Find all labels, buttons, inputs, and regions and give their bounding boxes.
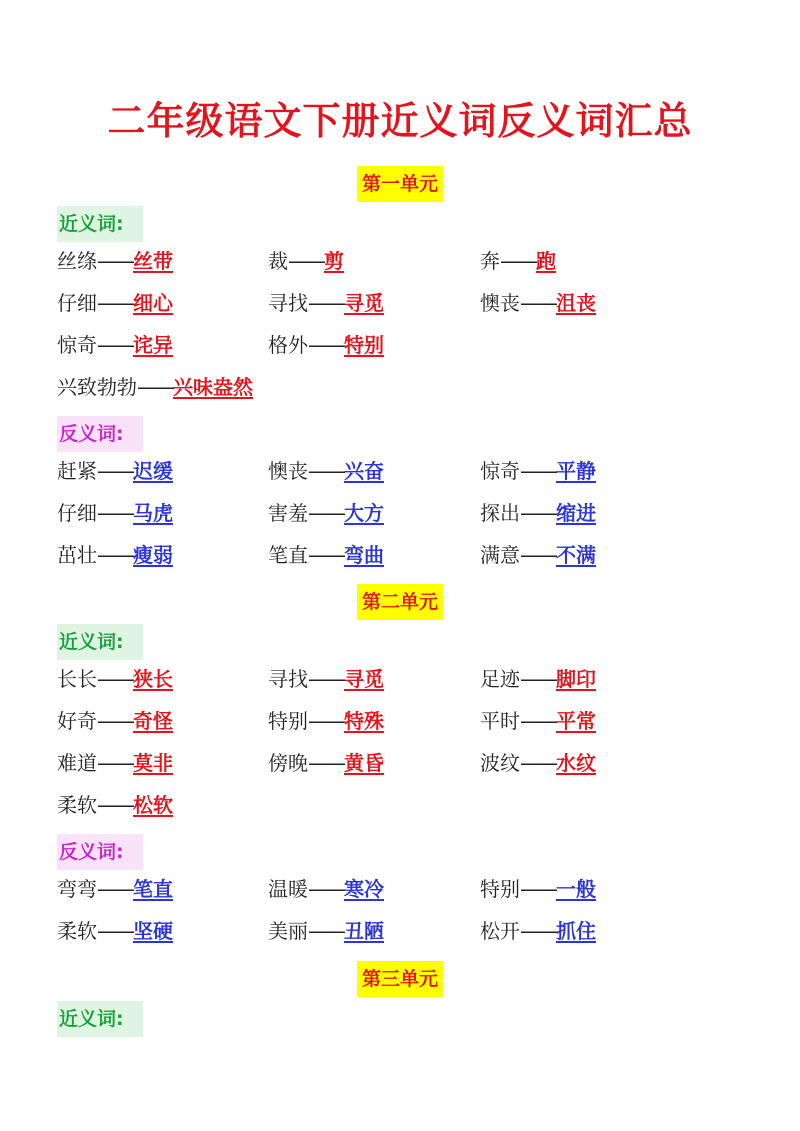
synonym-answer: 细心 [133,291,173,315]
dash-separator: —— [97,249,133,273]
synonym-row [0,288,800,318]
dash-separator: —— [97,709,133,733]
antonym-section-label: 反义词: [57,416,143,452]
antonym-answer: 平静 [556,459,596,483]
synonym-answer: 莫非 [133,751,173,775]
base-word: 好奇 [57,709,97,733]
synonym-answer: 诧异 [133,333,173,357]
synonym-answer: 狭长 [133,667,173,691]
base-word: 柔软 [57,919,97,943]
synonym-pair [480,664,596,694]
synonym-answer: 寻觅 [344,291,384,315]
antonym-answer: 弯曲 [344,543,384,567]
dash-separator: —— [308,459,344,483]
antonym-answer: 坚硬 [133,919,173,943]
synonym-pair [480,246,556,276]
base-word: 丝绦 [57,249,97,273]
synonym-answer: 平常 [556,709,596,733]
dash-separator: —— [308,501,344,525]
dash-separator: —— [520,877,556,901]
dash-separator: —— [97,333,133,357]
synonym-pair [268,330,384,360]
antonym-pair [268,916,384,946]
base-word: 满意 [480,543,520,567]
base-word: 赶紧 [57,459,97,483]
base-word: 傍晚 [268,751,308,775]
base-word: 懊丧 [268,459,308,483]
antonym-pair [268,498,384,528]
antonym-answer: 笔直 [133,877,173,901]
page-title: 二年级语文下册近义词反义词汇总 [107,99,693,143]
base-word: 寻找 [268,291,308,315]
dash-separator: —— [97,793,133,817]
synonym-pair [268,706,384,736]
base-word: 兴致勃勃 [57,375,137,399]
dash-separator: —— [520,919,556,943]
dash-separator: —— [520,291,556,315]
dash-separator: —— [308,877,344,901]
dash-separator: —— [520,459,556,483]
antonym-pair [480,874,596,904]
antonym-answer: 迟缓 [133,459,173,483]
base-word: 惊奇 [480,459,520,483]
dash-separator: —— [288,249,324,273]
antonym-section-label: 反义词: [57,834,143,870]
antonym-row [0,874,800,904]
synonym-pair [268,288,384,318]
antonym-answer: 大方 [344,501,384,525]
synonym-pair [57,330,173,360]
synonym-answer: 丝带 [133,249,173,273]
synonym-row [0,706,800,736]
antonym-answer: 抓住 [556,919,596,943]
base-word: 仔细 [57,501,97,525]
base-word: 足迹 [480,667,520,691]
antonym-answer: 一般 [556,877,596,901]
base-word: 难道 [57,751,97,775]
synonym-pair [480,288,596,318]
base-word: 柔软 [57,793,97,817]
base-word: 温暖 [268,877,308,901]
antonym-pair [268,874,384,904]
antonym-answer: 丑陋 [344,919,384,943]
synonym-answer: 特殊 [344,709,384,733]
dash-separator: —— [520,751,556,775]
antonym-pair [268,456,384,486]
antonym-pair [57,916,173,946]
base-word: 长长 [57,667,97,691]
synonym-pair [57,748,173,778]
synonym-answer: 脚印 [556,667,596,691]
base-word: 格外 [268,333,308,357]
antonym-pair [480,540,596,570]
synonym-pair [57,706,173,736]
dash-separator: —— [308,709,344,733]
dash-separator: —— [520,543,556,567]
synonym-pair [57,288,173,318]
dash-separator: —— [308,543,344,567]
synonym-pair [480,706,596,736]
synonym-pair [480,748,596,778]
synonym-pair [57,790,173,820]
unit-heading: 第三单元 [357,961,443,997]
base-word: 裁 [268,249,288,273]
antonym-answer: 不满 [556,543,596,567]
antonym-pair [57,456,173,486]
antonym-answer: 寒冷 [344,877,384,901]
synonym-pair [57,372,253,402]
base-word: 特别 [480,877,520,901]
synonym-answer: 跑 [536,249,556,273]
antonym-pair [480,498,596,528]
antonym-pair [57,874,173,904]
unit-heading: 第二单元 [357,584,443,620]
base-word: 害羞 [268,501,308,525]
synonym-row [0,664,800,694]
base-word: 弯弯 [57,877,97,901]
base-word: 松开 [480,919,520,943]
base-word: 美丽 [268,919,308,943]
base-word: 惊奇 [57,333,97,357]
base-word: 平时 [480,709,520,733]
antonym-row [0,456,800,486]
base-word: 仔细 [57,291,97,315]
dash-separator: —— [308,919,344,943]
unit-heading: 第一单元 [357,166,443,202]
dash-separator: —— [97,459,133,483]
dash-separator: —— [137,375,173,399]
synonym-pair [268,748,384,778]
synonym-row [0,330,800,360]
antonym-row [0,916,800,946]
dash-separator: —— [97,501,133,525]
base-word: 奔 [480,249,500,273]
synonym-answer: 水纹 [556,751,596,775]
synonym-answer: 寻觅 [344,667,384,691]
base-word: 特别 [268,709,308,733]
dash-separator: —— [520,501,556,525]
dash-separator: —— [500,249,536,273]
synonym-row [0,748,800,778]
antonym-pair [57,498,173,528]
dash-separator: —— [97,751,133,775]
base-word: 探出 [480,501,520,525]
synonym-section-label: 近义词: [57,624,143,660]
synonym-answer: 兴味盎然 [173,375,253,399]
synonym-section-label: 近义词: [57,1001,143,1037]
dash-separator: —— [308,291,344,315]
synonym-row [0,372,800,402]
antonym-pair [480,456,596,486]
synonym-pair [57,664,173,694]
synonym-row [0,790,800,820]
antonym-answer: 马虎 [133,501,173,525]
base-word: 茁壮 [57,543,97,567]
dash-separator: —— [97,667,133,691]
synonym-answer: 特别 [344,333,384,357]
antonym-pair [268,540,384,570]
synonym-section-label: 近义词: [57,206,143,242]
antonym-row [0,498,800,528]
synonym-pair [57,246,173,276]
base-word: 寻找 [268,667,308,691]
synonym-pair [268,664,384,694]
antonym-row [0,540,800,570]
dash-separator: —— [97,291,133,315]
synonym-answer: 剪 [324,249,344,273]
dash-separator: —— [97,919,133,943]
antonym-pair [480,916,596,946]
synonym-answer: 松软 [133,793,173,817]
dash-separator: —— [308,751,344,775]
base-word: 懊丧 [480,291,520,315]
synonym-answer: 奇怪 [133,709,173,733]
synonym-answer: 沮丧 [556,291,596,315]
dash-separator: —— [520,709,556,733]
antonym-pair [57,540,173,570]
dash-separator: —— [308,333,344,357]
synonym-answer: 黄昏 [344,751,384,775]
dash-separator: —— [97,877,133,901]
base-word: 笔直 [268,543,308,567]
base-word: 波纹 [480,751,520,775]
synonym-row [0,246,800,276]
antonym-answer: 缩进 [556,501,596,525]
synonym-pair [268,246,344,276]
dash-separator: —— [520,667,556,691]
dash-separator: —— [308,667,344,691]
dash-separator: —— [97,543,133,567]
antonym-answer: 瘦弱 [133,543,173,567]
antonym-answer: 兴奋 [344,459,384,483]
